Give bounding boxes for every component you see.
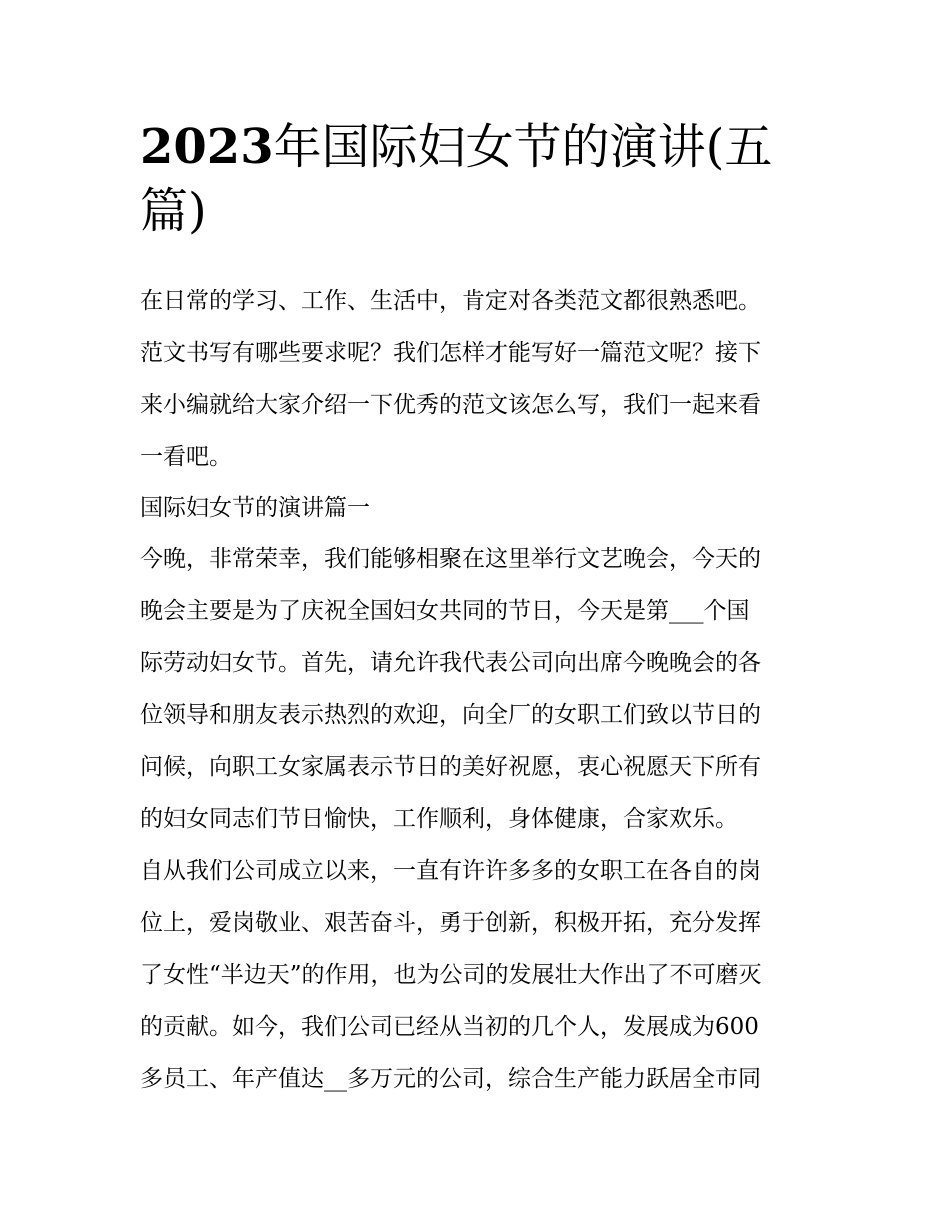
text-line: 问候，向职工女家属表示节日的美好祝愿，衷心祝愿天下所有 <box>140 754 761 780</box>
text-line: 多员工、年产值达__多万元的公司，综合生产能力跃居全市同 <box>140 1066 761 1092</box>
document-title <box>140 115 820 243</box>
title-line-2: 篇) <box>140 183 207 239</box>
title-line-1: 年国际妇女节的演讲(五 <box>273 119 773 175</box>
text-line: 来小编就给大家介绍一下优秀的范文该怎么写，我们一起来看 <box>140 392 761 418</box>
section-heading: 国际妇女节的演讲篇一 <box>140 495 370 521</box>
title-year: 2023 <box>140 119 274 175</box>
text-line: 位上，爱岗敬业、艰苦奋斗，勇于创新，积极开拓，充分发挥 <box>140 910 761 936</box>
text-line: 在日常的学习、工作、生活中，肯定对各类范文都很熟悉吧。 <box>140 288 761 314</box>
intro-paragraph <box>140 275 820 483</box>
document-body <box>140 275 820 1105</box>
text-line: 了女性“半边天”的作用，也为公司的发展壮大作出了不可磨灭 <box>140 962 762 988</box>
text-line: 的贡献。如今，我们公司已经从当初的几个人，发展成为600 <box>140 1014 759 1040</box>
text-line: 位领导和朋友表示热烈的欢迎，向全厂的女职工们致以节日的 <box>140 702 761 728</box>
text-line: 范文书写有哪些要求呢？我们怎样才能写好一篇范文呢？接下 <box>140 340 761 366</box>
text-line: 际劳动妇女节。首先，请允许我代表公司向出席今晚晚会的各 <box>140 650 761 676</box>
text-line: 晚会主要是为了庆祝全国妇女共同的节日，今天是第___个国 <box>140 598 750 624</box>
paragraph-2 <box>140 845 820 1105</box>
paragraph-1 <box>140 533 820 845</box>
text-line: 的妇女同志们节日愉快，工作顺利，身体健康，合家欢乐。 <box>140 806 738 832</box>
text-line: 今晚，非常荣幸，我们能够相聚在这里举行文艺晚会，今天的 <box>140 546 761 572</box>
text-line: 一看吧。 <box>140 444 232 470</box>
text-line: 自从我们公司成立以来，一直有许许多多的女职工在各自的岗 <box>140 858 761 884</box>
